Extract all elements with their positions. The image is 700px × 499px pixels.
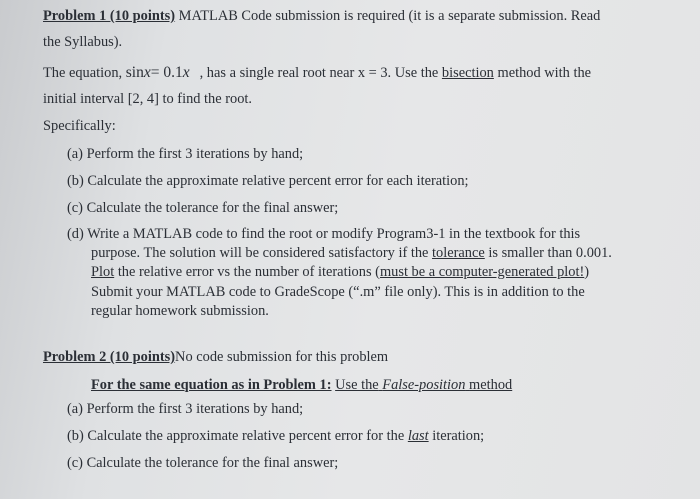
problem2-method-italic: False-position (382, 377, 466, 393)
bisection-link: bisection (441, 65, 494, 81)
equation-sin: sin (125, 64, 144, 81)
equation (126, 64, 190, 81)
problem1-item-b: (b) Calculate the approximate relative percent error for each iteration; (67, 173, 469, 189)
item-d-line3-mid: the relative error vs the number of iterations ( (117, 264, 380, 280)
item-d-line3-end: ) (584, 264, 590, 280)
problem1-heading: Problem 1 (10 points) (43, 8, 176, 24)
problem2-item-b (67, 428, 484, 445)
specifically-label: Specifically: (43, 118, 116, 134)
item-d-must: must be a computer-generated plot! (379, 264, 585, 280)
problem1-item-d-line2 (91, 245, 612, 262)
problem1-item-d-line3 (91, 264, 589, 281)
problem2-sub-line (91, 377, 512, 394)
problem1-item-a: (a) Perform the first 3 iterations by hand; (67, 146, 304, 162)
equation-rest2: method with the (497, 65, 592, 81)
problem2-heading: Problem 2 (10 points) (43, 349, 176, 365)
problem2-sub-bold: For the same equation as in Problem 1: (91, 377, 332, 393)
problem2-item-a: (a) Perform the first 3 iterations by hand; (67, 401, 304, 417)
problem1-heading-rest: MATLAB Code submission is required (it is a separate submission. Read (178, 8, 601, 24)
problem1-heading-line (43, 8, 600, 25)
problem2-item-b-pre: (b) Calculate the approximate relative percent error for the (67, 428, 405, 444)
item-d-line2-pre: purpose. The solution will be considered satisfactory if the (91, 245, 429, 261)
problem2-method: method (469, 377, 513, 393)
item-d-line2-post: is smaller than 0.001. (488, 245, 612, 261)
equation-x: x (143, 64, 151, 81)
problem1-item-d-line1: (d) Write a MATLAB code to find the root or modify Program3-1 in the textbook for this (67, 226, 581, 242)
equation-x2: x (182, 64, 190, 81)
problem2-item-b-last: last (407, 428, 429, 444)
problem2-item-c: (c) Calculate the tolerance for the final answer; (67, 455, 339, 471)
problem2-item-b-post: iteration; (432, 428, 485, 444)
problem2-use-text: Use the (335, 377, 379, 393)
problem2-heading-line (43, 349, 388, 366)
item-d-plot: Plot (91, 264, 115, 280)
problem2-heading-rest: No code submission for this problem (175, 349, 389, 365)
equation-equals: = 0.1 (150, 64, 183, 81)
equation-rest: , has a single real root near x = 3. Use the (199, 65, 439, 81)
problem1-interval-line: initial interval [2, 4] to find the root. (43, 91, 253, 107)
problem1-item-d-line5: regular homework submission. (91, 303, 269, 319)
item-d-tolerance: tolerance (432, 245, 485, 261)
equation-prefix: The equation, (43, 65, 123, 81)
problem1-syllabus-line: the Syllabus). (43, 34, 123, 50)
problem1-equation-line (43, 64, 591, 82)
problem1-item-c: (c) Calculate the tolerance for the final answer; (67, 200, 339, 216)
problem1-item-d-line4: Submit your MATLAB code to GradeScope (“.m” file only). This is in addition to the (91, 284, 585, 300)
problem2-sub-use (335, 377, 512, 393)
